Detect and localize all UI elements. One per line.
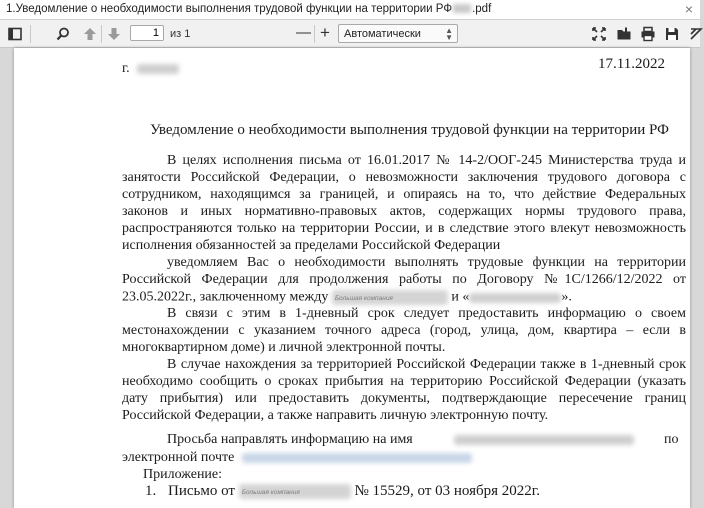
- p2-line-3-c: ».: [561, 289, 572, 305]
- p2-line-1: уведомляем Вас о необходимости выполнять трудовые функции на территории: [167, 255, 686, 270]
- blurred-email: [242, 453, 472, 463]
- blurred-company-1: Большая компания: [332, 288, 448, 307]
- attachment-text-a: Письмо от: [168, 482, 235, 499]
- chevron-updown-icon: ▲ ▼: [445, 26, 453, 42]
- window-title-text: 1.Уведомление о необходимости выполнения трудовой функции на территории РФ: [6, 3, 453, 15]
- p1-line-3: сотрудником, находящимся за границей, и опираясь на то, что действие Федеральных: [122, 187, 686, 202]
- p4-line-1: В случае нахождения за территорией Российской Федерации также в 1-дневный срок: [167, 357, 686, 372]
- zoom-out-button[interactable]: —: [296, 24, 311, 41]
- next-page-icon[interactable]: [106, 26, 122, 42]
- document-heading: Уведомление о необходимости выполнения трудовой функции на территории РФ: [150, 122, 669, 138]
- open-file-icon[interactable]: [616, 26, 632, 42]
- p1-line-1: В целях исполнения письма от 16.01.2017 № 14-2/ООГ-245 Министерства труда и: [167, 153, 686, 168]
- document-body: [14, 48, 690, 508]
- p1-line-4: законов и иных нормативно-правовых актов, содержащих нормы трудового права,: [122, 204, 686, 219]
- zoom-in-button[interactable]: +: [320, 23, 330, 42]
- blurred-company-3: Большая компания: [239, 482, 351, 501]
- zoom-select[interactable]: [338, 24, 458, 43]
- p1-line-5: распространяются только на территории России, и в следствие этого влекут невозможность: [122, 221, 686, 236]
- p5-line-2-text: электронной почте: [122, 450, 235, 465]
- window-titlebar: [0, 0, 700, 20]
- city-prefix: г.: [122, 61, 130, 76]
- window-title-ext: .pdf: [472, 3, 492, 15]
- toolbar-separator: [30, 25, 31, 43]
- p3-line-2: местонахождении с указанием точного адреса (город, улица, дом, квартира – если в: [122, 323, 686, 338]
- p2-line-2: Российской Федерации для продолжения работы по Договору №1С/1266/12/2022 от: [122, 272, 686, 287]
- p1-line-6: исполнения обязанностей за пределами Российской Федерации: [122, 238, 501, 253]
- p4-line-2: необходимо сообщить о сроках прибытия на территорию Российской Федерации (указать: [122, 374, 686, 389]
- document-viewer[interactable]: [0, 48, 700, 499]
- save-icon[interactable]: [664, 26, 680, 42]
- print-icon[interactable]: [640, 26, 656, 42]
- blurred-company-2: [469, 293, 561, 303]
- blurred-city: [137, 64, 179, 74]
- p4-line-3: дату прибытия) или предоставить документы, подтверждающие пересечение границ: [122, 391, 686, 406]
- p1-line-2: занятости Российской Федерации, о невозможности заключения трудового договора с: [122, 170, 686, 185]
- attachment-text-b: № 15529, от 03 ноября 2022г.: [354, 482, 541, 499]
- sidebar-toggle-icon[interactable]: [7, 26, 23, 42]
- p5-line-1-a: Просьба направлять информацию на имя: [167, 432, 413, 447]
- p2-line-3-b: и «: [451, 289, 470, 305]
- toolbar-separator: [101, 25, 102, 43]
- pdf-toolbar: [0, 20, 700, 48]
- attachment-number: 1.: [145, 482, 157, 499]
- p4-line-4: Российской Федерации, а также направить личную электронную почту.: [122, 408, 549, 423]
- pdf-page: [14, 48, 690, 508]
- p5-line-1-b: по: [664, 432, 679, 447]
- zoom-select-value: Автоматически: [344, 28, 421, 40]
- page-number-input[interactable]: [130, 25, 164, 41]
- city-line: [122, 60, 179, 77]
- p2-line-3-a: 23.05.2022г., заключенному между: [122, 289, 329, 305]
- p5-line-2: [122, 449, 472, 466]
- previous-page-icon[interactable]: [82, 26, 98, 42]
- blurred-recipient-name: [454, 435, 634, 445]
- search-icon[interactable]: [55, 26, 71, 42]
- presentation-mode-icon[interactable]: [591, 26, 607, 42]
- document-date: 17.11.2022: [598, 56, 665, 72]
- more-tools-icon[interactable]: [688, 26, 704, 42]
- attachment-line: [145, 482, 540, 501]
- p3-line-1: В связи с этим в 1-дневный срок следует предоставить информацию о своем: [167, 306, 686, 321]
- attachment-label: Приложение:: [143, 467, 223, 482]
- p3-line-3: многоквартирном доме) и личной электронной почты.: [122, 340, 446, 355]
- page-count: из 1: [170, 28, 191, 40]
- blurred-title-part: [453, 4, 471, 13]
- toolbar-separator: [314, 25, 315, 43]
- close-icon[interactable]: ×: [684, 1, 694, 17]
- window-title: [6, 3, 491, 15]
